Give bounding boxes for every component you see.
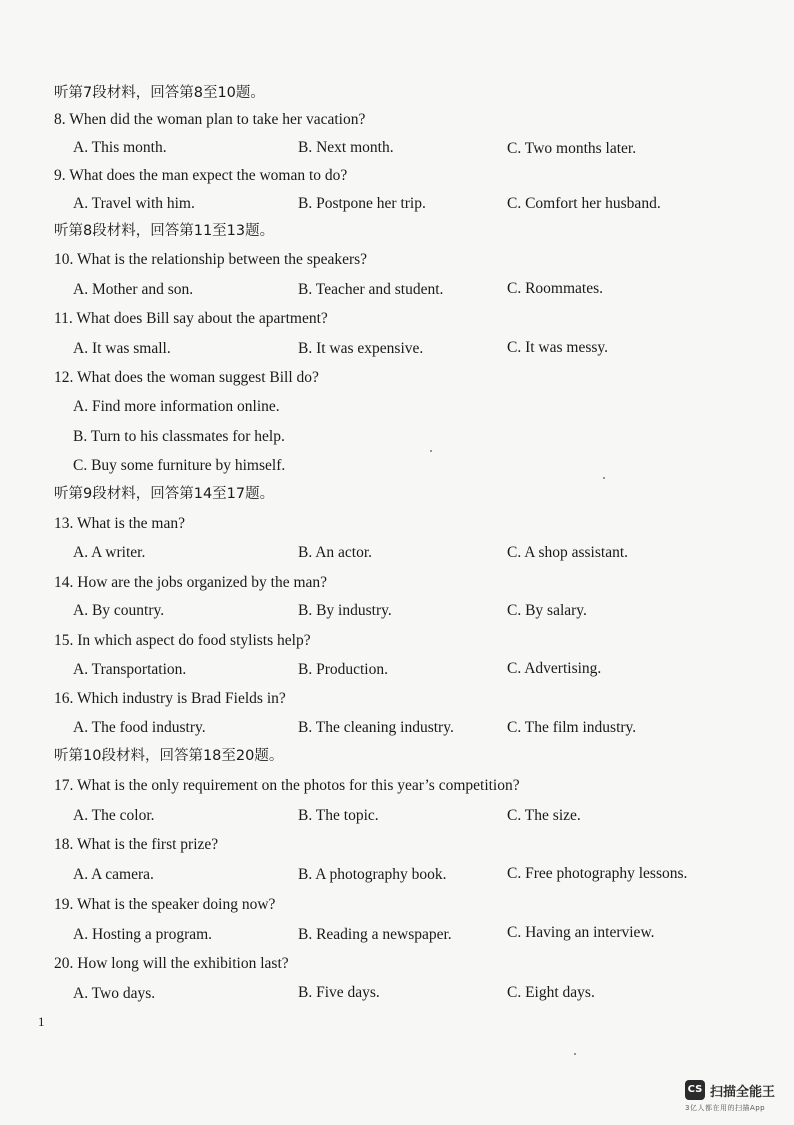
option-20a: A. Two days. [73, 985, 156, 1002]
question-11: 11. What does Bill say about the apartment? [54, 310, 328, 327]
option-9c: C. Comfort her husband. [507, 195, 661, 212]
option-14b: B. By industry. [298, 602, 392, 619]
question-19: 19. What is the speaker doing now? [54, 896, 276, 913]
option-20b: B. Five days. [298, 984, 380, 1001]
question-12: 12. What does the woman suggest Bill do? [54, 369, 319, 386]
option-12b: B. Turn to his classmates for help. [73, 428, 285, 445]
section-heading-10: 听第10段材料，回答第18至20题。 [54, 748, 284, 764]
option-14c: C. By salary. [507, 602, 587, 619]
option-9b: B. Postpone her trip. [298, 195, 426, 212]
section-heading-9: 听第9段材料，回答第14至17题。 [54, 486, 275, 502]
option-12c: C. Buy some furniture by himself. [73, 457, 286, 474]
section-heading-7: 听第7段材料，回答第8至10题。 [54, 85, 265, 101]
option-8b: B. Next month. [298, 139, 394, 156]
option-13b: B. An actor. [298, 544, 373, 561]
option-15c: C. Advertising. [507, 660, 602, 677]
option-19b: B. Reading a newspaper. [298, 926, 452, 943]
question-15: 15. In which aspect do food stylists help? [54, 632, 311, 649]
question-14: 14. How are the jobs organized by the man? [54, 574, 328, 591]
option-18b: B. A photography book. [298, 866, 447, 883]
scanner-watermark [685, 1080, 785, 1116]
option-11c: C. It was messy. [507, 339, 609, 356]
question-8: 8. When did the woman plan to take her vacation? [54, 111, 366, 128]
option-11a: A. It was small. [73, 340, 171, 357]
option-18c: C. Free photography lessons. [507, 865, 688, 882]
option-11b: B. It was expensive. [298, 340, 424, 357]
watermark-tagline: 3亿人都在用的扫描App [685, 1104, 766, 1112]
question-17: 17. What is the only requirement on the photos for this year’s competition? [54, 777, 520, 794]
question-10: 10. What is the relationship between the speakers? [54, 251, 368, 268]
option-19a: A. Hosting a program. [73, 926, 213, 943]
option-14a: A. By country. [73, 602, 165, 619]
scan-speck [430, 450, 432, 452]
option-15a: A. Transportation. [73, 661, 187, 678]
watermark-name: 扫描全能王 [710, 1085, 776, 1100]
section-heading-8: 听第8段材料，回答第11至13题。 [54, 223, 275, 239]
page-number: 1 [38, 1014, 45, 1029]
option-8a: A. This month. [73, 139, 167, 156]
question-20: 20. How long will the exhibition last? [54, 955, 289, 972]
option-12a: A. Find more information online. [73, 398, 280, 415]
question-18: 18. What is the first prize? [54, 836, 219, 853]
option-17a: A. The color. [73, 807, 155, 824]
scan-speck [603, 477, 605, 479]
option-15b: B. Production. [298, 661, 388, 678]
option-17b: B. The topic. [298, 807, 379, 824]
option-13c: C. A shop assistant. [507, 544, 629, 561]
option-17c: C. The size. [507, 807, 581, 824]
option-10b: B. Teacher and student. [298, 281, 444, 298]
option-16c: C. The film industry. [507, 719, 637, 736]
option-8c: C. Two months later. [507, 140, 637, 157]
option-16a: A. The food industry. [73, 719, 206, 736]
option-19c: C. Having an interview. [507, 924, 655, 941]
option-18a: A. A camera. [73, 866, 154, 883]
option-10a: A. Mother and son. [73, 281, 194, 298]
option-20c: C. Eight days. [507, 984, 595, 1001]
scan-speck [574, 1053, 576, 1055]
option-9a: A. Travel with him. [73, 195, 195, 212]
option-13a: A. A writer. [73, 544, 146, 561]
question-9: 9. What does the man expect the woman to do? [54, 167, 348, 184]
question-13: 13. What is the man? [54, 515, 186, 532]
question-16: 16. Which industry is Brad Fields in? [54, 690, 286, 707]
camscanner-logo-icon: CS [685, 1080, 705, 1100]
option-16b: B. The cleaning industry. [298, 719, 454, 736]
option-10c: C. Roommates. [507, 280, 604, 297]
